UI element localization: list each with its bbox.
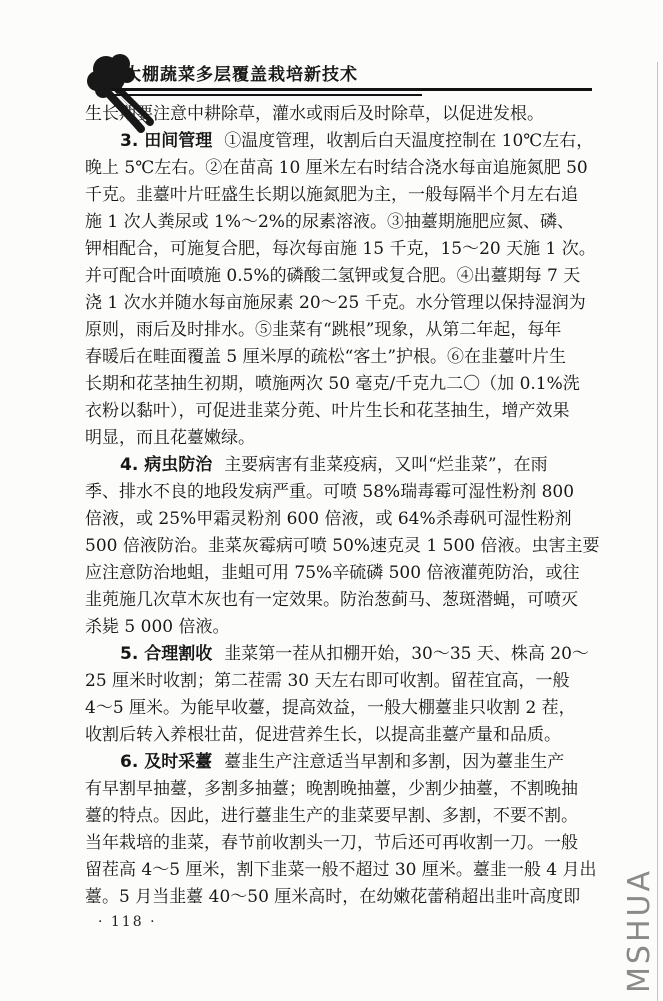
text-line: 长期和花茎抽生初期，喷施两次 50 毫克/千克九二〇（加 0.1%洗 [85,374,580,394]
section-text: ①温度管理，收割后白天温度控制在 10℃左右， [224,131,594,151]
text-line: 4～5 厘米。为能早收薹，提高效益，一般大棚薹韭只收割 2 茬， [85,698,576,718]
text-line: 季、排水不良的地段发病严重。可喷 58%瑞毒霉可湿性粉剂 800 [85,482,575,502]
text-line [85,128,595,155]
text-line: 明显，而且花薹嫩绿。 [85,428,255,448]
section-text: 主要病害有韭菜疫病，又叫“烂韭菜”，在雨 [224,455,548,475]
text-line: 衣粉以黏叶），可促进韭菜分蔸、叶片生长和花茎抽生，增产效果 [85,401,570,421]
text-line: 春暖后在畦面覆盖 5 厘米厚的疏松“客土”护根。⑥在韭薹叶片生 [85,347,567,367]
section-heading: 4. 病虫防治 [120,455,213,475]
text-line: 浇 1 次水并随水每亩施尿素 20～25 千克。水分管理以保持湿润为 [85,293,586,313]
text-line: 当年栽培的韭菜，春节前收割头一刀，节后还可再收割一刀。一般 [85,833,578,853]
text-line: 晚上 5℃左右。②在苗高 10 厘米左右时结合浇水每亩追施氮肥 50 [85,158,588,178]
header-rule-underline [112,94,422,96]
page-body [85,101,600,911]
header-rule [112,88,592,91]
section-heading: 6. 及时采薹 [120,752,213,772]
section-text: 韭菜第一茬从扣棚开始，30～35 天、株高 20～ [224,644,589,664]
watermark: MSHUA [622,868,657,993]
page-number: · 118 · [98,914,157,930]
text-line: 薹的特点。因此，进行薹韭生产的韭菜要早割、多割，不要不割。 [85,806,578,826]
text-line: 钾相配合，可施复合肥，每次每亩施 15 千克，15～20 天施 1 次。 [85,239,596,259]
text-line: 薹。5 月当韭薹 40～50 厘米高时，在幼嫩花蕾稍超出韭叶高度即 [85,887,581,907]
text-line: 有早割早抽薹，多割多抽薹；晚割晚抽薹，少割少抽薹，不割晚抽 [85,779,578,799]
text-line: 杀毙 5 000 倍液。 [85,617,230,637]
text-line [85,452,595,479]
section-text: 薹韭生产注意适当早割和多割，因为薹韭生产 [224,752,565,772]
text-line: 25 厘米时收割；第二茬需 30 天左右即可收割。留茬宜高，一般 [85,671,570,691]
scan-edge-line [657,62,658,1001]
text-line: 500 倍液防治。韭菜灰霉病可喷 50%速克灵 1 500 倍液。虫害主要 [85,536,600,556]
section-heading: 3. 田间管理 [120,131,213,151]
text-line: 倍液，或 25%甲霜灵粉剂 600 倍液，或 64%杀毒矾可湿性粉剂 [85,509,572,529]
text-line [85,641,595,668]
text-line: 留茬高 4～5 厘米，割下韭菜一般不超过 30 厘米。薹韭一般 4 月出 [85,860,597,880]
section-heading: 5. 合理割收 [120,644,213,664]
text-line: 收割后转入养根壮苗，促进营养生长，以提高韭薹产量和品质。 [85,725,561,745]
book-title: 大棚蔬菜多层覆盖栽培新技术 [124,65,358,85]
text-line: 千克。韭薹叶片旺盛生长期以施氮肥为主，一般每隔半个月左右追 [85,185,578,205]
text-line: 生长期要注意中耕除草，灌水或雨后及时除草，以促进发根。 [85,104,544,124]
text-line: 应注意防治地蛆，韭蛆可用 75%辛硫磷 500 倍液灌蔸防治，或往 [85,563,580,583]
text-line: 并可配合叶面喷施 0.5%的磷酸二氢钾或复合肥。④出薹期每 7 天 [85,266,581,286]
text-line: 原则，雨后及时排水。⑤韭菜有“跳根”现象，从第二年起，每年 [85,320,562,340]
text-line: 施 1 次人粪尿或 1%～2%的尿素溶液。③抽薹期施肥应氮、磷、 [85,212,574,232]
text-line: 韭蔸施几次草木灰也有一定效果。防治葱蓟马、葱斑潜蝇，可喷灭 [85,590,578,610]
text-line [85,749,595,776]
